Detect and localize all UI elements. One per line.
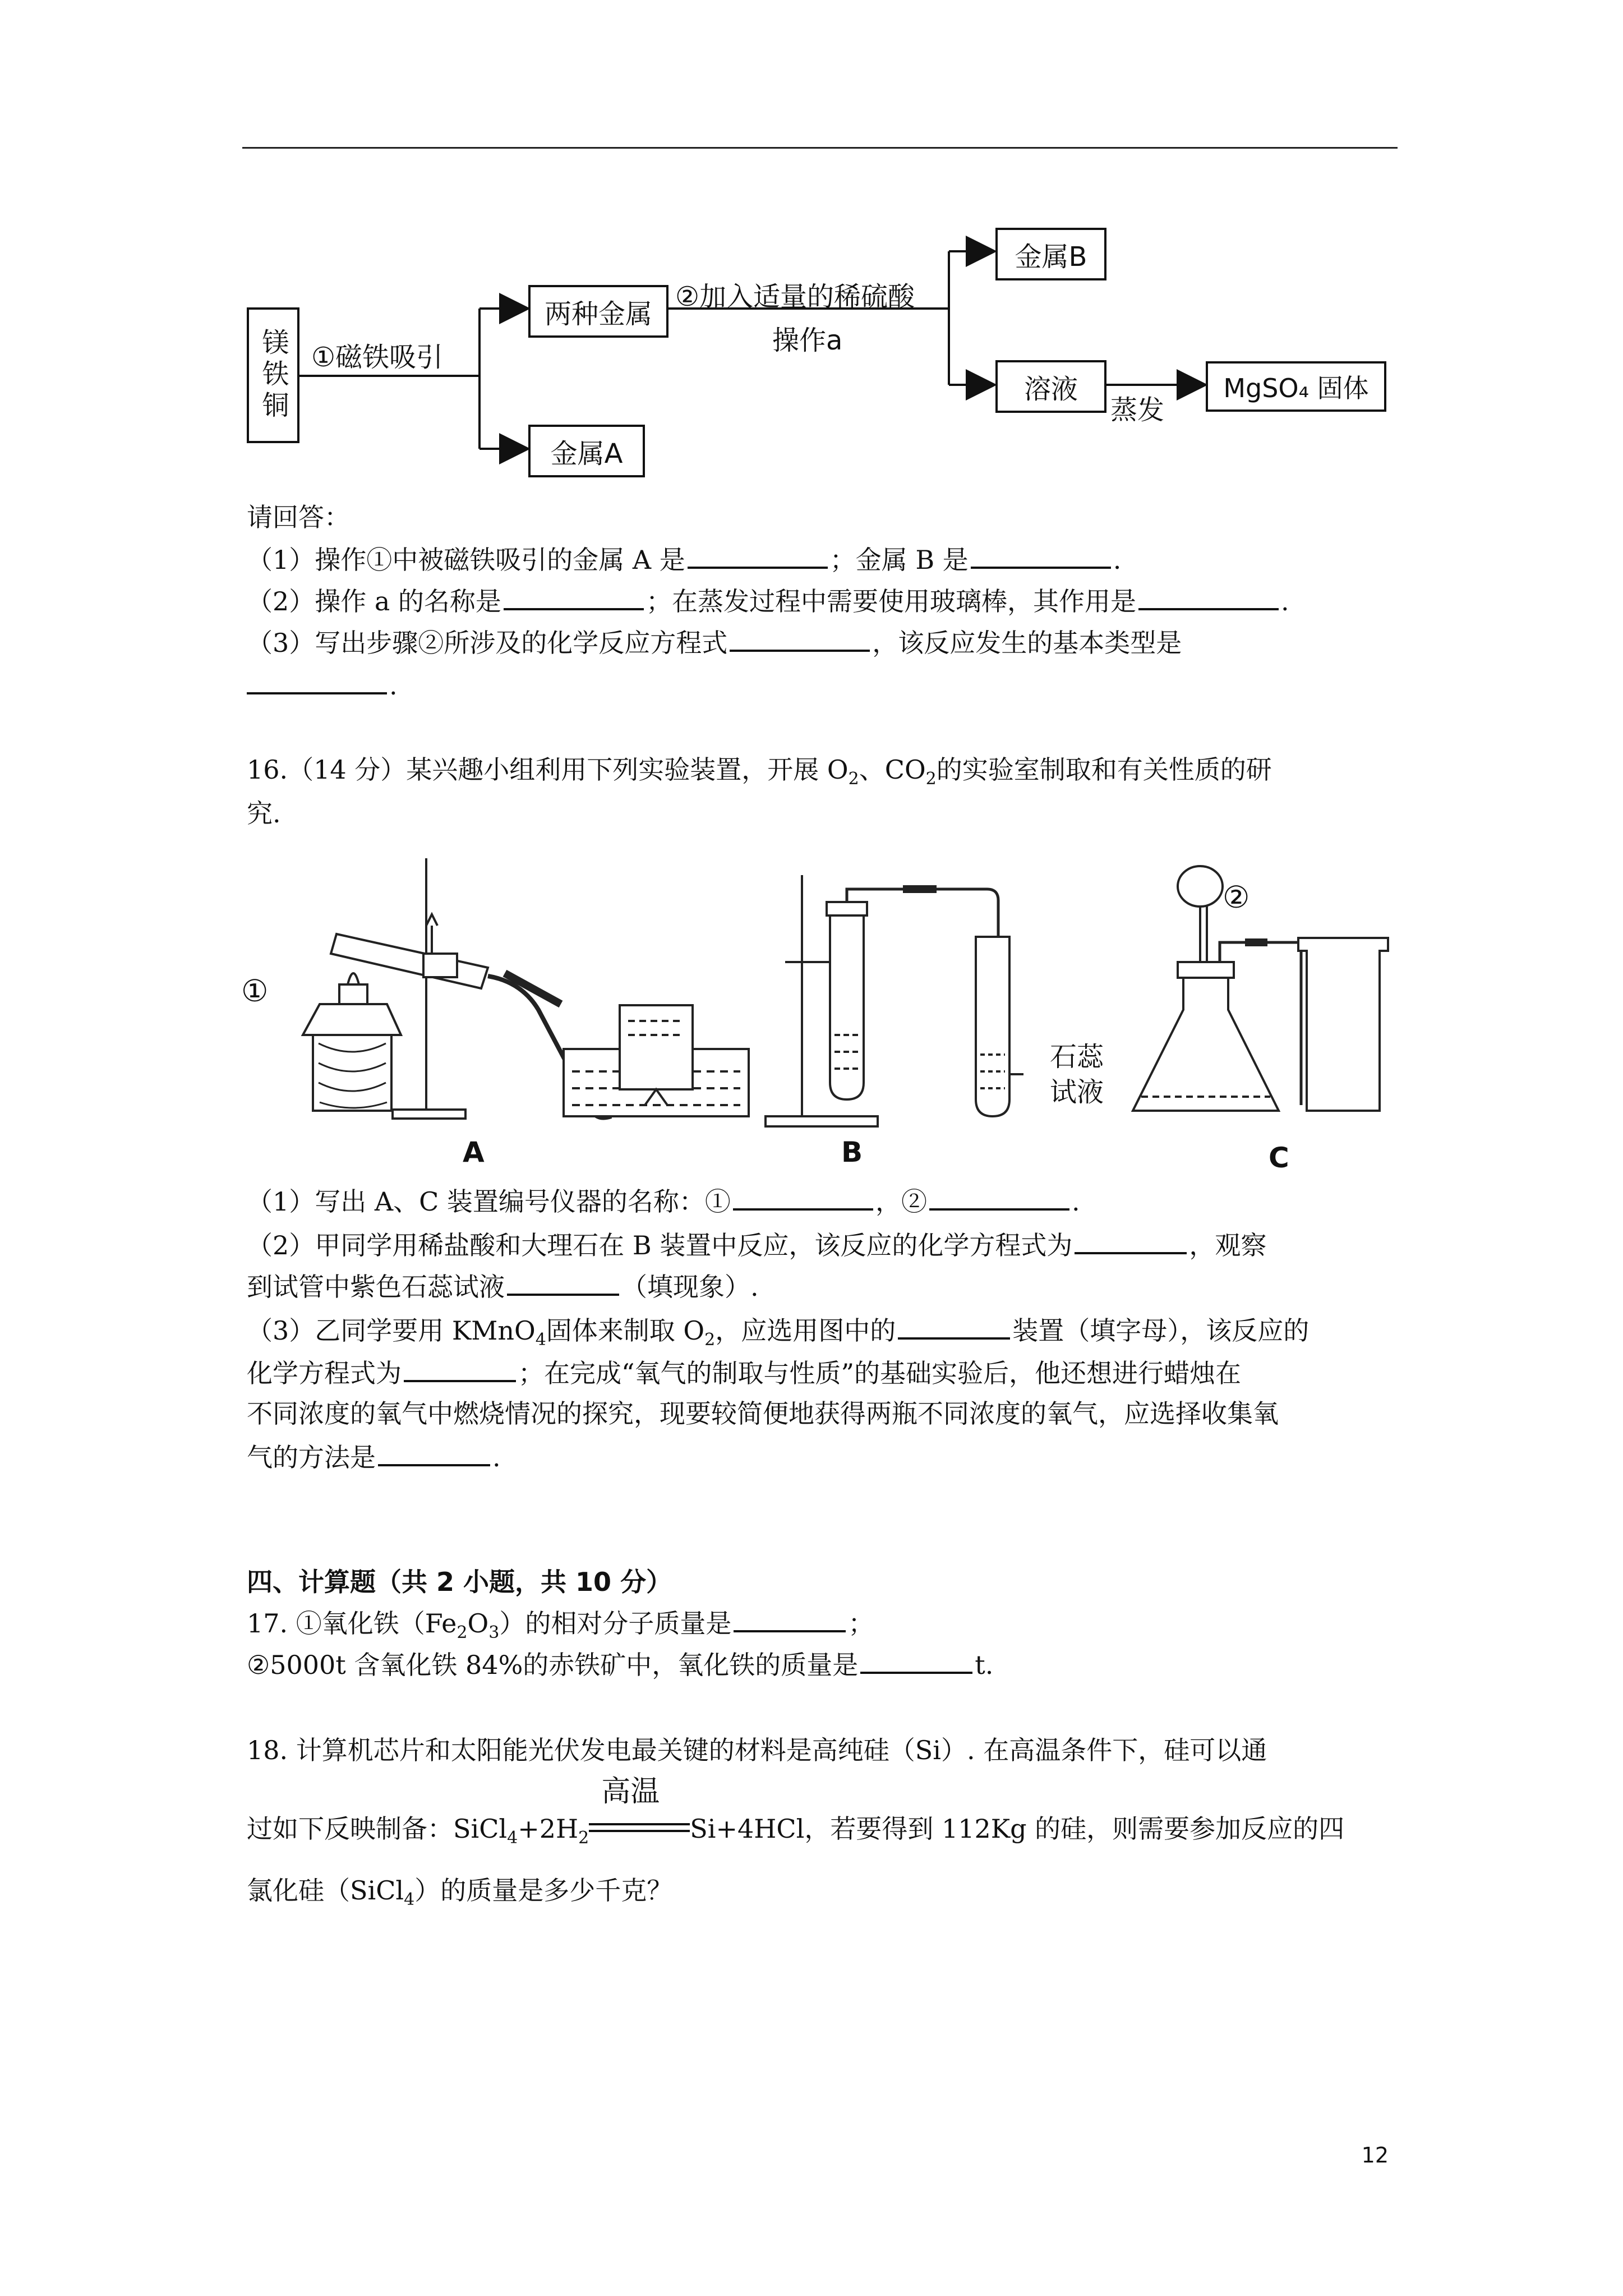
marker-2: ② <box>1223 880 1250 915</box>
flow-box-two-metals: 两种金属 <box>528 285 668 338</box>
flow-step2-label: ②加入适量的稀硫酸 <box>675 281 915 312</box>
header-rule <box>242 147 1398 149</box>
marker-1: ① <box>241 973 269 1009</box>
q15-part3-cont: . <box>247 668 398 702</box>
answer-blank[interactable] <box>688 542 828 569</box>
q18-line3: 氯化硅（SiCl$_4$）的质量是多少千克？ <box>247 1875 673 1910</box>
answer-blank[interactable] <box>971 542 1111 569</box>
reaction-condition: 高温 <box>589 1820 690 1842</box>
answer-blank[interactable] <box>733 1184 873 1211</box>
q15-part3: （3）写出步骤②所涉及的化学反应方程式 ，该反应发生的基本类型是 <box>247 625 1182 660</box>
q16-part3-line2: 化学方程式为 ；在完成“氧气的制取与性质”的基础实验后，他还想进行蜡烛在 <box>247 1355 1241 1390</box>
q15-part1: （1）操作①中被磁铁吸引的金属 A 是 ；金属 B 是 . <box>247 542 1121 577</box>
q15-part2: （2）操作 a 的名称是 ；在蒸发过程中需要使用玻璃棒，其作用是 . <box>247 583 1289 618</box>
apparatus-label-c: C <box>1269 1142 1289 1174</box>
answer-blank[interactable] <box>860 1647 972 1674</box>
q18-line1: 18. 计算机芯片和太阳能光伏发电最关键的材料是高纯硅（Si）. 在高温条件下，硅可以通 <box>247 1735 1267 1765</box>
q16-intro: 16.（14 分）某兴趣小组利用下列实验装置，开展 $O_2$、$CO_2$的实验室制取和有关性质的研 <box>247 754 1272 789</box>
q16-part2: （2）甲同学用稀盐酸和大理石在 B 装置中反应，该反应的化学方程式为 ，观察 <box>247 1227 1266 1262</box>
q15-prompt: 请回答： <box>247 502 350 532</box>
answer-blank[interactable] <box>507 1269 619 1296</box>
q16-part1: （1）写出 A、C 装置编号仪器的名称：① ，② . <box>247 1184 1080 1218</box>
answer-blank[interactable] <box>730 625 870 652</box>
q16-part3-line3: 不同浓度的氧气中燃烧情况的探究，现要较简便地获得两瓶不同浓度的氧气，应选择收集氧 <box>247 1398 1279 1429</box>
flow-box-metal-a: 金属A <box>528 425 645 477</box>
q17-line2: ②5000t 含氧化铁 84%的赤铁矿中，氧化铁的质量是 t. <box>247 1647 993 1682</box>
answer-blank[interactable] <box>734 1605 846 1632</box>
answer-blank[interactable] <box>404 1355 516 1382</box>
q17-line1: 17. ①氧化铁$(Fe_2O_3)$的相对分子质量是 ； <box>247 1605 874 1650</box>
litmus-label-line2: 试液 <box>1050 1076 1104 1108</box>
section4-heading: 四、计算题（共 2 小题，共 10 分） <box>247 1567 672 1597</box>
apparatus-label-b: B <box>841 1136 863 1168</box>
apparatus-label-a: A <box>463 1136 485 1168</box>
answer-blank[interactable] <box>898 1313 1010 1340</box>
flow-box-metal-b: 金属B <box>995 228 1106 280</box>
answer-blank[interactable] <box>378 1439 490 1466</box>
answer-blank[interactable] <box>1138 583 1279 610</box>
flow-step1-label: ①磁铁吸引 <box>311 342 444 373</box>
q16-intro-cont: 究. <box>247 798 281 829</box>
page-number: 12 <box>1361 2143 1389 2168</box>
flow-box-product: MgSO₄ 固体 <box>1206 361 1386 412</box>
q16-part3: （3）乙同学要用 KMnO$_4$固体来制取 $O_2$，应选用图中的 装置（填字母），该反应的 <box>247 1313 1309 1357</box>
flow-step2-sub: 操作a <box>772 325 843 356</box>
answer-blank[interactable] <box>1075 1227 1187 1254</box>
q18-line2: 过如下反映制备：$SiCl_4+2H_2$ 高温 Si+4HCl，若要得到 112Kg 的硅，则需要参加反应的四 <box>247 1775 1345 1848</box>
flow-box-solution: 溶液 <box>995 360 1106 413</box>
answer-blank[interactable] <box>247 668 387 694</box>
litmus-label-line1: 石蕊 <box>1050 1041 1104 1073</box>
q16-part3-line4: 气的方法是 . <box>247 1439 501 1474</box>
answer-blank[interactable] <box>504 583 644 610</box>
flow-evaporate-label: 蒸发 <box>1110 394 1165 426</box>
answer-blank[interactable] <box>929 1184 1069 1211</box>
flow-box-start: 镁铁铜 <box>247 307 299 443</box>
q16-part2-cont: 到试管中紫色石蕊试液 （填现象）. <box>247 1269 759 1304</box>
